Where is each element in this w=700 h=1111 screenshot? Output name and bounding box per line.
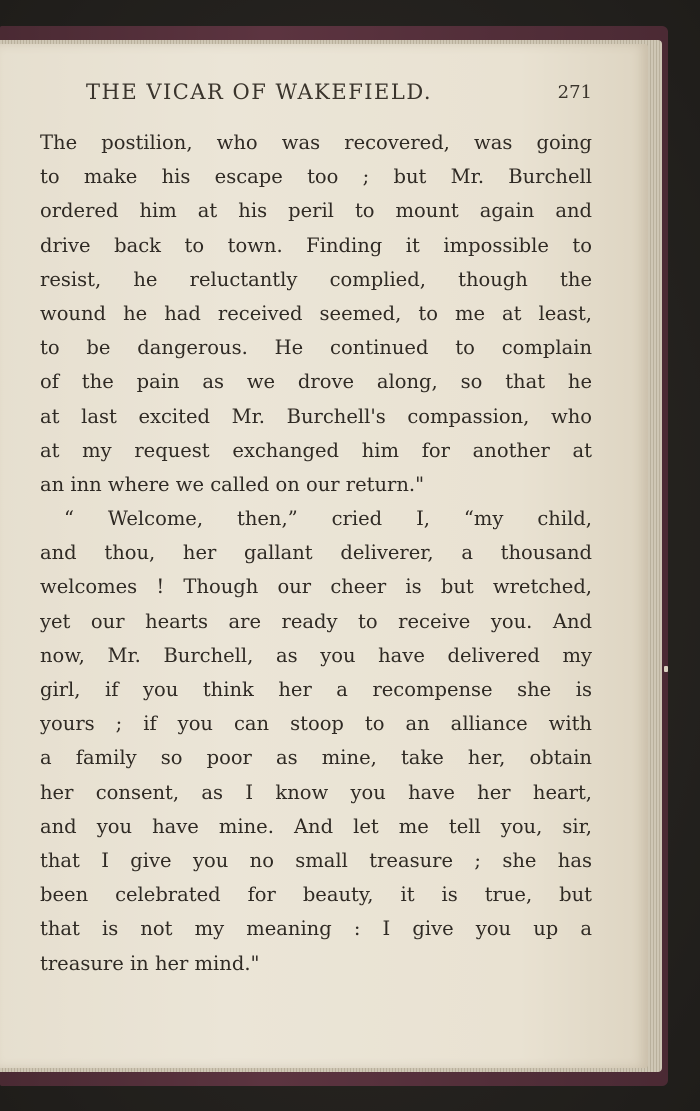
page-number: 271 (557, 82, 592, 103)
text-line: drive back to town. Finding it impossible to (40, 233, 592, 257)
text-line: that is not my meaning : I give you up a (40, 917, 592, 941)
text-line: to be dangerous. He continued to complain (40, 336, 592, 360)
text-line: welcomes ! Though our cheer is but wretched, (40, 575, 592, 599)
text-line: ordered him at his peril to mount again and (40, 199, 592, 223)
text-line: wound he had received seemed, to me at least, (40, 301, 592, 325)
text-line: now, Mr. Burchell, as you have delivered my (40, 643, 592, 667)
text-line: that I give you no small treasure ; she has (40, 848, 592, 872)
text-line: resist, he reluctantly complied, though the (40, 267, 592, 291)
text-line: been celebrated for beauty, it is true, but (40, 883, 592, 907)
text-line: girl, if you think her a recompense she is (40, 678, 592, 701)
running-head (86, 78, 592, 108)
text-line: to make his escape too ; but Mr. Burchell (40, 165, 592, 189)
page-edge-mark (664, 666, 668, 672)
text-line: a family so poor as mine, take her, obtain (40, 746, 592, 770)
text-line: her consent, as I know you have her heart, (40, 780, 592, 804)
text-line: at my request exchanged him for another at (40, 438, 592, 462)
book-page (0, 44, 648, 1068)
text-line: yet our hearts are ready to receive you. And (40, 609, 592, 633)
text-line: yours ; if you can stoop to an alliance with (40, 712, 592, 736)
text-line: and thou, her gallant deliverer, a thousand (40, 541, 592, 565)
text-line: treasure in her mind." (40, 951, 260, 975)
text-line: and you have mine. And let me tell you, sir, (40, 814, 592, 838)
body-text (40, 126, 592, 981)
running-head-title: THE VICAR OF WAKEFIELD. (86, 80, 433, 104)
text-line: “ Welcome, then,” cried I, “my child, (64, 507, 592, 531)
text-line: an inn where we called on our return." (40, 472, 425, 496)
text-line: of the pain as we drove along, so that he (40, 370, 592, 394)
text-line: at last excited Mr. Burchell's compassion, who (40, 404, 592, 428)
text-line: The postilion, who was recovered, was going (40, 131, 592, 154)
